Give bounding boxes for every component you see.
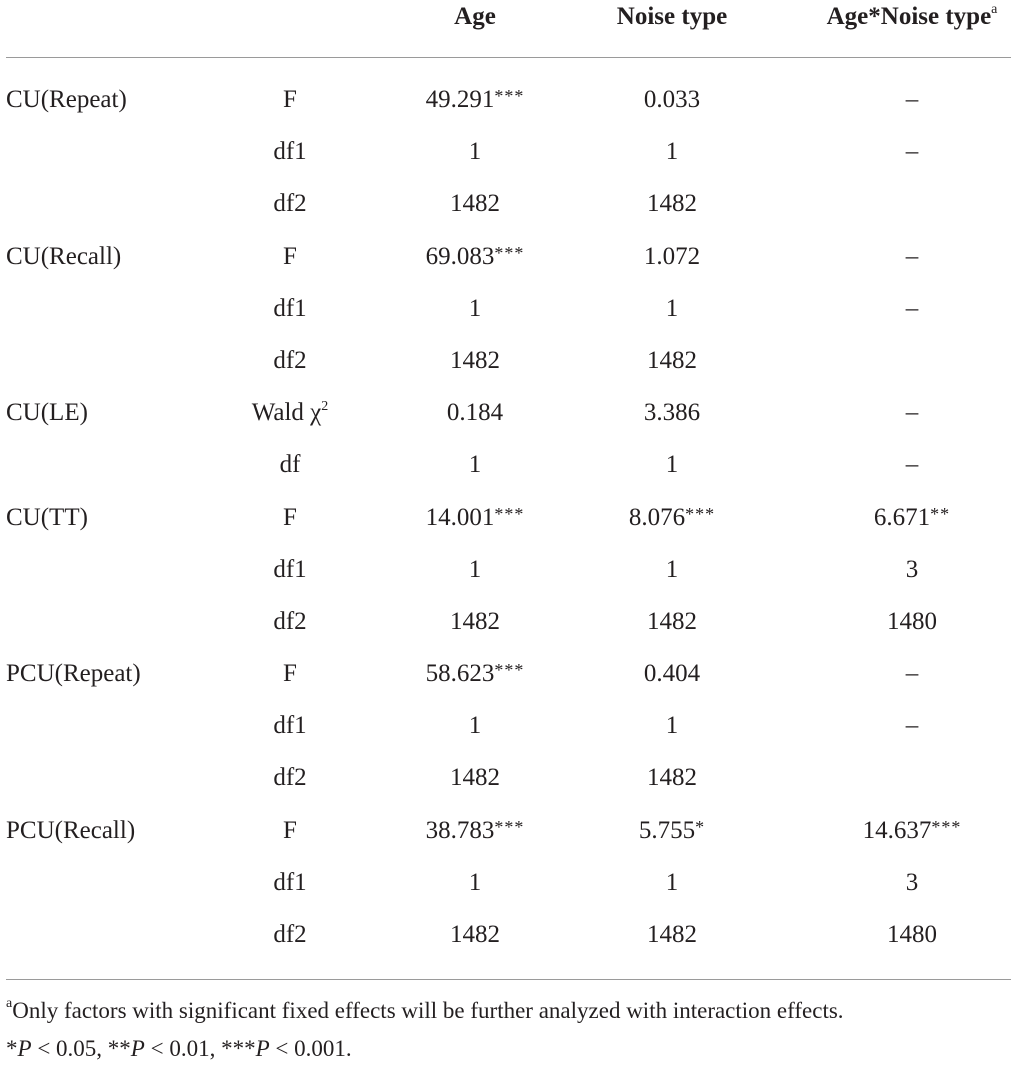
row-label: PCU(Repeat) xyxy=(6,660,141,688)
age-value: 69.083*** xyxy=(425,242,525,270)
table-row xyxy=(0,760,1017,812)
table-row xyxy=(0,552,1017,604)
statistic-label: F xyxy=(283,86,297,113)
age-value: 58.623*** xyxy=(425,660,525,688)
age-value: 1482 xyxy=(450,921,500,948)
noise-type-value: 1482 xyxy=(647,607,697,635)
interaction-value: 6.671** xyxy=(873,503,951,531)
table-body xyxy=(0,82,1017,969)
statistic-label: F xyxy=(283,503,297,531)
noise-type-value: 1 xyxy=(665,555,679,583)
age-value: 1482 xyxy=(450,607,500,635)
age-value: 1482 xyxy=(450,764,500,792)
statistic-label: df1 xyxy=(273,555,307,583)
statistic-label: df2 xyxy=(273,921,307,948)
statistic-label: df2 xyxy=(273,764,307,792)
noise-type-value: 8.076*** xyxy=(628,503,716,531)
noise-type-value: 1482 xyxy=(647,190,697,218)
age-value: 14.001*** xyxy=(425,503,525,531)
row-label: CU(TT) xyxy=(6,503,88,531)
interaction-value: – xyxy=(905,399,919,427)
row-label: CU(Repeat) xyxy=(6,86,127,113)
interaction-value: 14.637*** xyxy=(862,816,962,844)
table-row xyxy=(0,865,1017,917)
noise-type-value: 1 xyxy=(665,138,679,166)
noise-type-value: 1482 xyxy=(647,921,697,948)
interaction-value: 1480 xyxy=(887,921,937,948)
noise-type-value: 1 xyxy=(665,712,679,740)
statistic-label: F xyxy=(283,242,297,270)
age-value: 1482 xyxy=(450,346,500,374)
statistic-label: df1 xyxy=(273,868,307,896)
row-label: CU(Recall) xyxy=(6,242,122,270)
interaction-value: 1480 xyxy=(887,607,937,635)
statistic-label: df2 xyxy=(273,346,307,374)
table-row xyxy=(0,813,1017,865)
header-age: Age xyxy=(454,3,496,30)
interaction-value: – xyxy=(905,138,919,166)
noise-type-value: 1482 xyxy=(647,764,697,792)
age-value: 1 xyxy=(468,555,482,583)
table-row xyxy=(0,708,1017,760)
statistic-label: df1 xyxy=(273,138,307,166)
statistic-label: F xyxy=(283,660,297,688)
interaction-value: – xyxy=(905,712,919,740)
interaction-value: 3 xyxy=(905,555,919,583)
age-value: 0.184 xyxy=(446,399,504,427)
table-row xyxy=(0,343,1017,395)
statistic-label: df xyxy=(279,451,301,479)
table-row xyxy=(0,186,1017,238)
age-value: 38.783*** xyxy=(425,816,525,844)
table-row xyxy=(0,395,1017,447)
noise-type-value: 1.072 xyxy=(643,242,701,270)
statistic-label: df2 xyxy=(273,607,307,635)
noise-type-value: 5.755* xyxy=(638,816,706,844)
table-header xyxy=(0,0,1017,36)
table-row xyxy=(0,82,1017,134)
row-label: CU(LE) xyxy=(6,399,88,427)
interaction-value: – xyxy=(905,451,919,479)
table-row xyxy=(0,917,1017,969)
table-row xyxy=(0,500,1017,552)
noise-type-value: 0.404 xyxy=(643,660,701,688)
statistic-label: F xyxy=(283,816,297,844)
interaction-value: 3 xyxy=(905,868,919,896)
noise-type-value: 3.386 xyxy=(643,399,701,427)
interaction-value: – xyxy=(905,86,919,113)
interaction-value: – xyxy=(905,242,919,270)
noise-type-value: 1 xyxy=(665,868,679,896)
statistic-label: df1 xyxy=(273,712,307,740)
table-row xyxy=(0,656,1017,708)
table-row xyxy=(0,291,1017,343)
statistic-label: Wald $\chi^2$ xyxy=(251,399,329,427)
table-row xyxy=(0,239,1017,291)
interaction-value: – xyxy=(905,660,919,688)
age-value: 1 xyxy=(468,138,482,166)
statistic-label: df1 xyxy=(273,294,307,322)
age-value: 1 xyxy=(468,712,482,740)
noise-type-value: 0.033 xyxy=(643,86,701,113)
age-value: 1 xyxy=(468,294,482,322)
header-age-noise-interaction: Age*Noise type$^a$ xyxy=(826,1,998,30)
age-value: 1482 xyxy=(450,190,500,218)
row-label: PCU(Recall) xyxy=(6,816,136,844)
statistic-label: df2 xyxy=(273,190,307,218)
noise-type-value: 1482 xyxy=(647,346,697,374)
interaction-value: – xyxy=(905,294,919,322)
age-value: 49.291*** xyxy=(425,86,525,113)
table-row xyxy=(0,134,1017,186)
noise-type-value: 1 xyxy=(665,451,679,479)
age-value: 1 xyxy=(468,451,482,479)
table-row xyxy=(0,604,1017,656)
footer-rule xyxy=(6,979,1011,980)
footnote-a: $^a$Only factors with significant fixed effects will be further analyzed with interaction effects. xyxy=(6,996,844,1023)
age-value: 1 xyxy=(468,868,482,896)
header-rule xyxy=(6,57,1011,58)
noise-type-value: 1 xyxy=(665,294,679,322)
table-row xyxy=(0,447,1017,499)
header-noise-type: Noise type xyxy=(616,3,728,30)
footnote-significance: *P < 0.05, **P < 0.01, ***P < 0.001. xyxy=(6,1036,352,1061)
